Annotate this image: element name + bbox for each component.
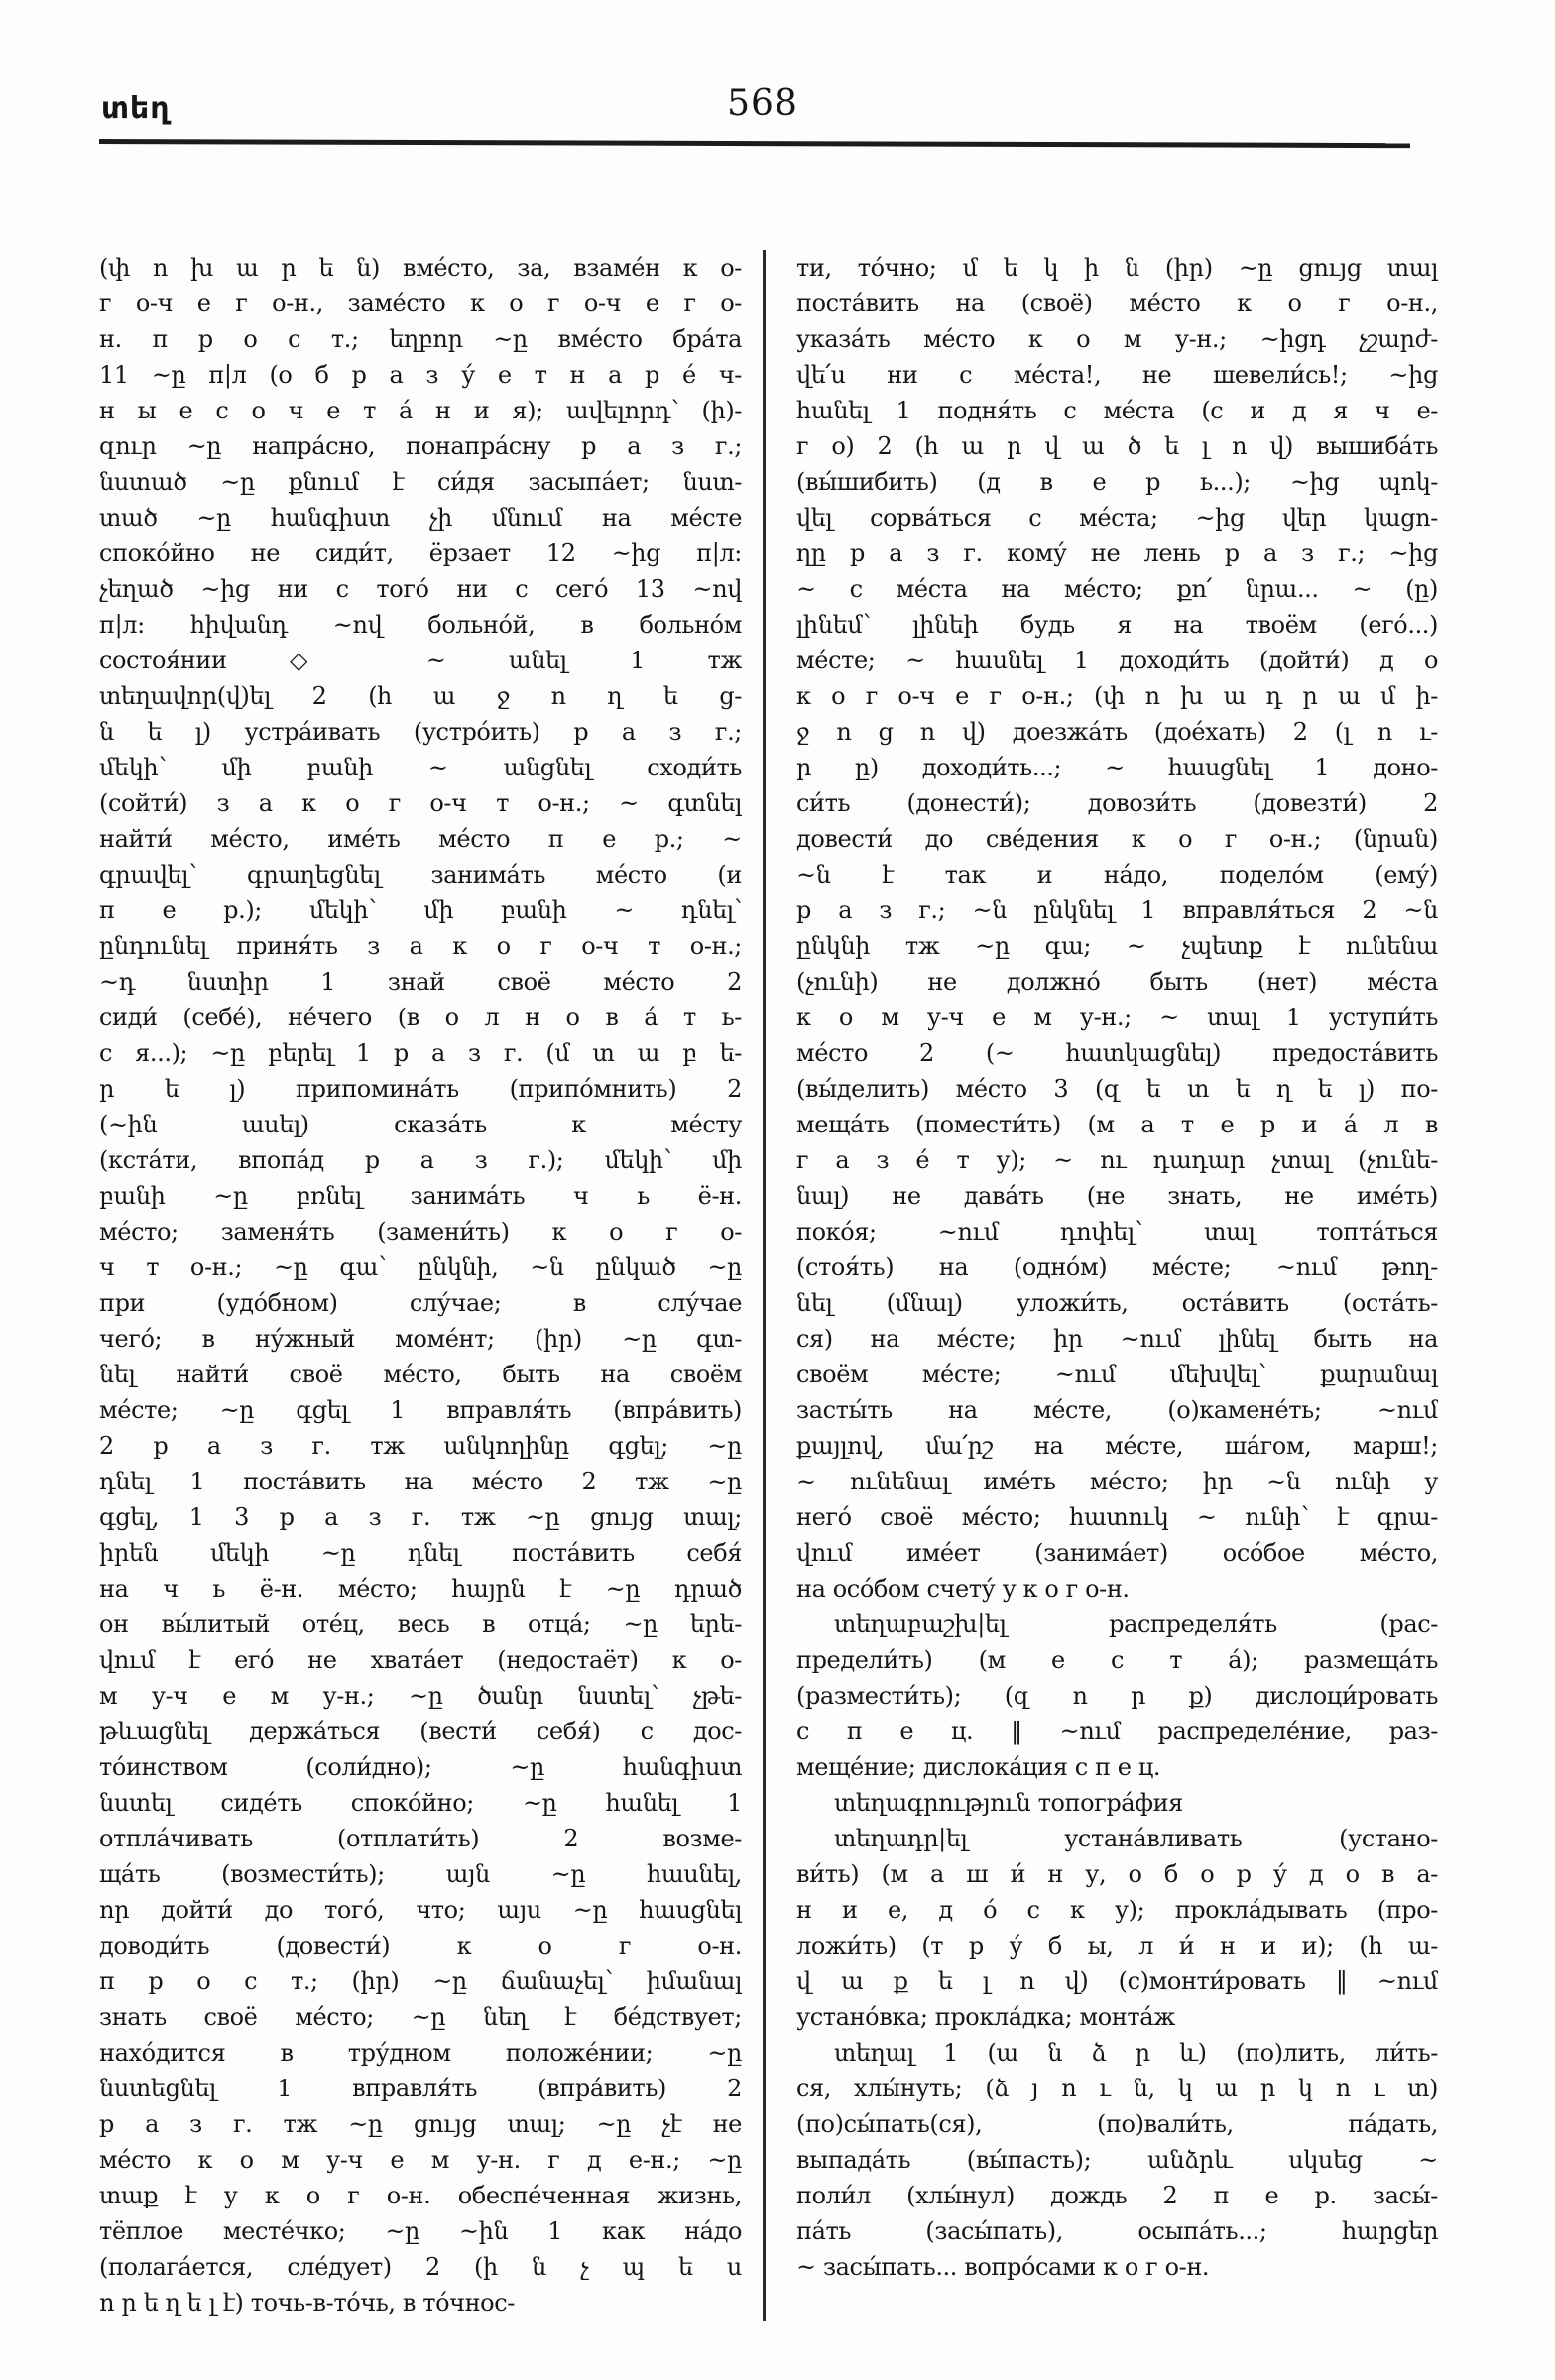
text-line: չեղած ~ից ни с того́ ни с сего́ 13 ~ով [99, 575, 742, 603]
running-head [99, 83, 1426, 135]
text-line: м у-ч е м у-н.; ~ը ծանր նստել՝ չթե- [99, 1682, 742, 1710]
page-number: 568 [727, 83, 798, 124]
text-line: թևացնել держа́ться (вести́ себя́) с дос- [99, 1718, 742, 1745]
text-line: н и е, д о́ с к у); прокла́дывать (про- [796, 1896, 1438, 1924]
text-line: на ч ь ё-н. ме́сто; հայրն է ~ը դրած [99, 1575, 742, 1603]
right-column [796, 250, 1438, 2320]
text-line: сиди́ (себе́), не́чего (в о л н о в а́ т ь- [99, 1004, 742, 1031]
text-line: դնել 1 поста́вить на ме́сто 2 тж ~ը [99, 1468, 742, 1495]
text-line: ме́сте; ~ը գցել 1 вправля́ть (впра́вить) [99, 1396, 742, 1424]
text-line: поли́л (хлы́нул) дождь 2 п е р. засы́- [796, 2182, 1438, 2209]
text-line: (сойти́) з а к о г о-ч т о-н.; ~ գտնել [99, 789, 742, 817]
text-line: (по)сы́пать(ся), (по)вали́ть, па́дать, [796, 2110, 1438, 2138]
text-line: նալ) не дава́ть (не знать, не име́ть) [796, 1182, 1438, 1210]
text-line: довести́ до све́дения к о г о-н.; (նրան) [796, 825, 1438, 853]
text-line: н. п р о с т.; եղբոր ~ը вме́сто бра́та [99, 325, 742, 353]
text-line: устано́вка; прокла́дка; монта́ж [796, 2003, 1175, 2031]
text-line: р а з г.; ~ն ընկնել 1 вправля́ться 2 ~ն [796, 896, 1438, 924]
text-line: п|л: հիվանդ ~ով больно́й, в больно́м [99, 611, 742, 639]
text-line: меща́ть (помести́ть) (м а т е р и а́ л в [796, 1111, 1438, 1138]
text-line: (չունի) не должно́ быть (нет) ме́ста [796, 968, 1438, 996]
text-line: меще́ние; дислока́ция с п е ц. [796, 1753, 1161, 1781]
text-line: տեղադր|ել устана́вливать (устано- [834, 1825, 1438, 1852]
text-line: ме́сте; ~ հասնել 1 доходи́ть (дойти́) д о [796, 647, 1438, 674]
text-block [99, 250, 1438, 2320]
text-line: ч т о-н.; ~ը գա՝ ընկնի, ~ն ընկած ~ը [99, 1253, 742, 1281]
text-line: գցել, 1 3 р а з г. тж ~ը ցույց տալ; [99, 1503, 742, 1531]
text-line: ընդունել приня́ть з а к о г о-ч т о-н.; [99, 932, 742, 960]
text-line: (вы́делить) ме́сто 3 (զ ե տ ե ղ ե լ) по- [796, 1075, 1438, 1103]
text-line: найти́ ме́сто, име́ть ме́сто п е р.; ~ [99, 825, 742, 853]
text-line: к о г о-ч е г о-н.; (փ ո խ ա դ ր ա մ ի- [796, 682, 1438, 710]
text-line: տեղագրություն топогра́фия [834, 1789, 1183, 1817]
text-line: ложи́ть) (т р у́ б ы, л и́ н и и); (հ ա- [796, 1932, 1438, 1960]
text-line: վել сорва́ться с ме́ста; ~ից վեր կացո- [796, 504, 1438, 532]
text-line: ~ с ме́ста на ме́сто; քո՛ նրա... ~ (ը) [796, 575, 1438, 603]
text-line: նստեցնել 1 вправля́ть (впра́вить) 2 [99, 2075, 742, 2102]
text-line: п р о с т.; (իր) ~ը ճանաչել՝ իմանալ [99, 1967, 742, 1995]
text-line: (размести́ть); (զ ո ր ք) дислоци́ровать [796, 1682, 1438, 1710]
text-line: ղը р а з г. кому́ не лень р а з г.; ~ից [796, 539, 1438, 567]
text-line: своём ме́сте; ~ում մեխվել՝ քարանալ [796, 1361, 1438, 1388]
text-line: р а з г. тж ~ը ցույց տալ; ~ը չէ не [99, 2110, 742, 2138]
text-line: к о м у-ч е м у-н.; ~ տալ 1 уступи́ть [796, 1004, 1438, 1031]
text-line: վե՛ս ни с ме́ста!, не шевели́сь!; ~ից [796, 361, 1438, 389]
text-line: ща́ть (возмести́ть); այն ~ը հասնել, [99, 1860, 742, 1888]
text-line: доводи́ть (довести́) к о г о-н. [99, 1932, 742, 1960]
text-line: него́ своё ме́сто; հատուկ ~ ունի՝ է գրա- [796, 1503, 1438, 1531]
text-line: ր ե լ) припомина́ть (припо́мнить) 2 [99, 1075, 742, 1103]
text-line: վում име́ет (занима́ет) осо́бое ме́сто, [796, 1539, 1438, 1567]
text-line: предели́ть) (м е с т а́); размеща́ть [796, 1646, 1438, 1674]
text-line: он вы́литый оте́ц, весь в отца́; ~ը երե- [99, 1610, 742, 1638]
text-line: տած ~ը հանգիստ չի մնում на ме́сте [99, 504, 742, 532]
text-line: ~դ նստիր 1 знай своё ме́сто 2 [99, 968, 742, 996]
left-column [99, 250, 742, 2320]
text-line: си́ть (донести́); довози́ть (довезти́) 2 [796, 789, 1438, 817]
text-line: знать своё ме́сто; ~ը նեղ է бе́дствует; [99, 2003, 742, 2031]
text-line: при (удо́бном) слу́чае; в слу́чае [99, 1289, 742, 1317]
text-line: (стоя́ть) на (одно́м) ме́сте; ~ում թող- [796, 1253, 1438, 1281]
text-line: զուր ~ը напра́сно, понапра́сну р а з г.; [99, 432, 742, 460]
text-line: որ дойти́ до того́, что; այս ~ը հասցնել [99, 1896, 742, 1924]
text-line: с я...); ~ը բերել 1 р а з г. (մ տ ա բ ե- [99, 1039, 742, 1067]
text-line: па́ть (засы́пать), осыпа́ть...; հարցեր [796, 2217, 1438, 2245]
text-line: ти, то́чно; մ ե կ ի ն (իր) ~ը ցույց տալ [796, 254, 1438, 282]
text-line: на осо́бом счету́ у к о г о-н. [796, 1575, 1130, 1603]
text-line: ме́сто 2 (~ հատկացնել) предоста́вить [796, 1039, 1438, 1067]
text-line: վում է его́ не хвата́ет (недостаёт) к о- [99, 1646, 742, 1674]
text-line: ся) на ме́сте; իր ~ում լինել быть на [796, 1325, 1438, 1353]
text-line: (кста́ти, впопа́д р а з г.); մեկի՝ մի [99, 1146, 742, 1174]
text-line: поко́я; ~ում դոփել՝ տալ топта́ться [796, 1218, 1438, 1246]
text-line: ~ն է так и на́до, подело́м (ему́) [796, 861, 1438, 889]
text-line: ն ե լ) устра́ивать (устро́ить) р а з г.; [99, 718, 742, 746]
text-line: споко́йно не сиди́т, ёрзает 12 ~ից п|л: [99, 539, 742, 567]
text-line: ջ ո ց ո վ) доезжа́ть (дое́хать) 2 (լ ո ւ- [796, 718, 1438, 746]
text-line: տաք է у к о г о-н. обеспе́ченная жизнь, [99, 2182, 742, 2209]
text-line: 11 ~ը п|л (о б р а з у́ е т н а р е́ ч- [99, 361, 742, 389]
text-line: г а з е́ т у); ~ ու դադար չտալ (չունե- [796, 1146, 1438, 1174]
text-line: тёплое месте́чко; ~ը ~ին 1 как на́до [99, 2217, 742, 2245]
text-line: տեղավոր(վ)ել 2 (հ ա ջ ո ղ ե ց- [99, 682, 742, 710]
text-line: մեկի՝ մի բանի ~ անցնել сходи́ть [99, 754, 742, 781]
text-line: 2 р а з г. тж անկողինը գցել; ~ը [99, 1432, 742, 1460]
text-line: (полага́ется, сле́дует) 2 (ի ն չ պ ե ս [99, 2253, 742, 2281]
text-line: ме́сто к о м у-ч е м у-н. г д е-н.; ~ը [99, 2146, 742, 2174]
text-line: выпада́ть (вы́пасть); անձրև սկսեց ~ [796, 2146, 1438, 2174]
text-line: նստած ~ը քնում է си́дя засыпа́ет; նստ- [99, 468, 742, 496]
column-divider [763, 250, 766, 2320]
text-line: ո ր ե ղ ե լ է) точь-в-то́чь, в то́чнос- [99, 2289, 515, 2317]
text-line: состоя́нии ◇ ~ անել 1 тж [99, 647, 742, 674]
text-line: ընկնի тж ~ը գա; ~ չպետք է ունենա [796, 932, 1438, 960]
text-line: засты́ть на ме́сте, (о)камене́ть; ~ում [796, 1396, 1438, 1424]
text-line: ~ засы́пать... вопро́сами к о г о-н. [796, 2253, 1210, 2281]
text-line: գրավել՝ գրաղեցնել занима́ть ме́сто (и [99, 861, 742, 889]
text-line: քայլով, մա՛րշ на ме́сте, ша́гом, марш!; [796, 1432, 1438, 1460]
text-line: տեղաբաշխ|ել распределя́ть (рас- [834, 1610, 1438, 1638]
text-line: поста́вить на (своё) ме́сто к о г о-н., [796, 290, 1438, 317]
text-line: н ы е с о ч е т а́ н и я); ավելորդ՝ (ի)- [99, 397, 742, 424]
text-line: տեղալ 1 (ա ն ձ ր և) (по)лить, ли́ть- [834, 2039, 1438, 2067]
text-line: նստել сиде́ть споко́йно; ~ը հանել 1 [99, 1789, 742, 1817]
text-line: нахо́дится в тру́дном положе́нии; ~ը [99, 2039, 742, 2067]
text-line: ви́ть) (м а ш и́ н у, о б о р у́ д о в а- [796, 1860, 1438, 1888]
text-line: նել (մնալ) уложи́ть, оста́вить (оста́ть- [796, 1289, 1438, 1317]
header-rule [99, 139, 1410, 148]
text-line: с п е ц. ‖ ~ում распределе́ние, раз- [796, 1718, 1438, 1745]
guide-word: տեղ [101, 91, 171, 126]
text-line: г о-ч е г о-н., заме́сто к о г о-ч е г о- [99, 290, 742, 317]
text-line: чего́; в ну́жный моме́нт; (իր) ~ը գտ- [99, 1325, 742, 1353]
text-line: указа́ть ме́сто к о м у-н.; ~իցդ չշարժ- [796, 325, 1438, 353]
text-line: (~ին ասել) сказа́ть к ме́сту [99, 1111, 742, 1138]
text-line: ր ը) доходи́ть...; ~ հասցնել 1 доно- [796, 754, 1438, 781]
text-line: նել найти́ своё ме́сто, быть на своём [99, 1361, 742, 1388]
text-line: ся, хлы́нуть; (ձ յ ո ւ ն, կ ա ր կ ո ւ տ) [796, 2075, 1438, 2102]
text-line: то́инством (соли́дно); ~ը հանգիստ [99, 1753, 742, 1781]
text-line: ~ ունենալ име́ть ме́сто; իր ~ն ունի у [796, 1468, 1438, 1495]
text-line: բանի ~ը բռնել занима́ть ч ь ё-н. [99, 1182, 742, 1210]
text-line: վ ա ք ե լ ո վ) (с)монти́ровать ‖ ~ում [796, 1967, 1438, 1995]
text-line: հանել 1 подня́ть с ме́ста (с и д я ч е- [796, 397, 1438, 424]
text-line: (вы́шибить) (д в е р ь...); ~ից պոկ- [796, 468, 1438, 496]
text-line: իրեն մեկի ~ը դնել поста́вить себя́ [99, 1539, 742, 1567]
text-line: լինեմ՝ լինեի будь я на твоём (его́...) [796, 611, 1438, 639]
text-line: ме́сто; заменя́ть (замени́ть) к о г о- [99, 1218, 742, 1246]
text-line: г о) 2 (հ ա ր վ ա ծ ե լ ո վ) вышиба́ть [796, 432, 1438, 460]
text-line: (փ ո խ ա ր ե ն) вме́сто, за, взаме́н к о- [99, 254, 742, 282]
text-line: отпла́чивать (отплати́ть) 2 возме- [99, 1825, 742, 1852]
text-line: п е р.); մեկի՝ մի բանի ~ դնել՝ [99, 896, 742, 924]
